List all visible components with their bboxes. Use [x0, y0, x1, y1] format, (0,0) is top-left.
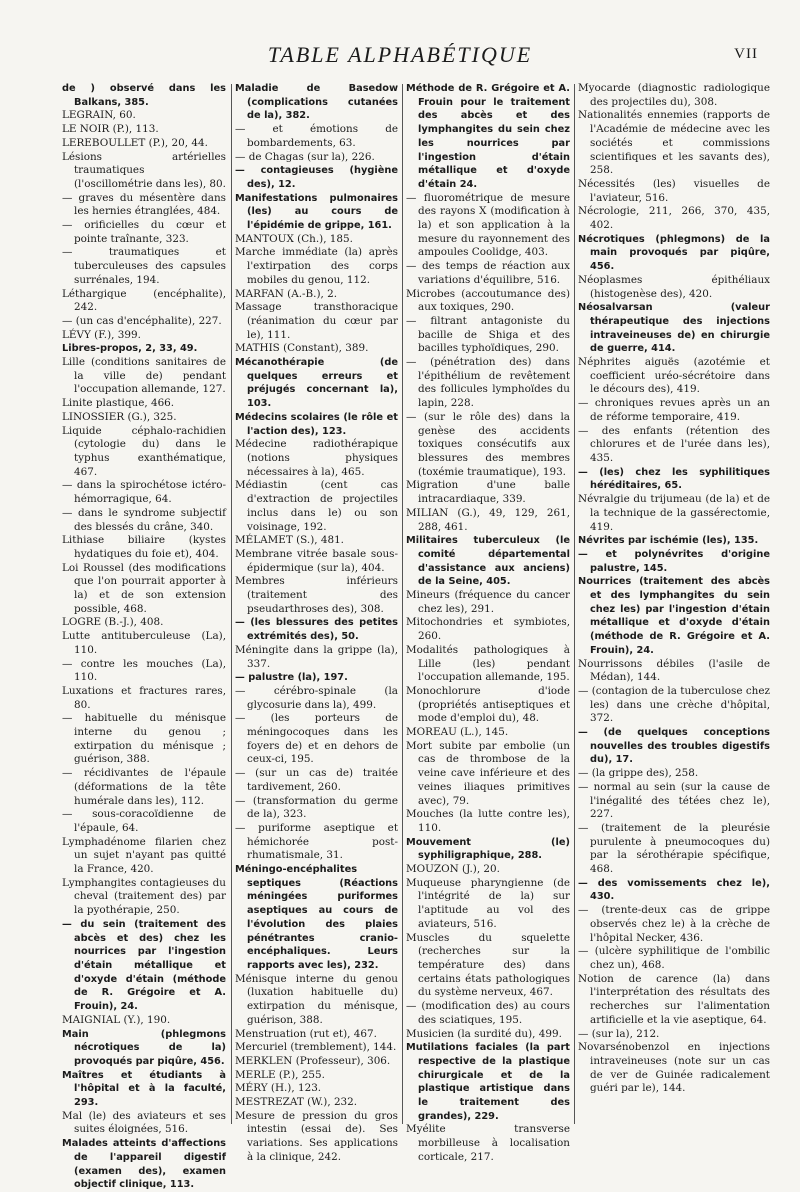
index-entry: LEGRAIN, 60.: [62, 109, 136, 122]
index-entry: Nécrologie, 211, 266, 370, 435, 402.: [578, 205, 770, 232]
index-entry: Médecine radiothérapique (notions physiques nécessaires à la), 465.: [235, 438, 398, 478]
index-entry: — palustre (la), 197.: [235, 672, 348, 684]
index-entry: Médiastin (cent cas d'extraction de projectiles inclus dans le) ou son voisinage, 192.: [235, 479, 398, 533]
column-divider: [402, 84, 403, 1124]
index-entry: — (sur la), 212.: [578, 1027, 660, 1040]
index-entry: MANTOUX (Ch.), 185.: [235, 232, 353, 245]
index-entry: LÉVY (F.), 399.: [62, 328, 141, 341]
index-entry: Mort subite par embolie (un cas de thrombose de la veine cave inférieure et des veines iliaques primitives avec), 79.: [406, 739, 570, 807]
index-entry: Lille (conditions sanitaires de la ville de) pendant l'occupation allemande, 127.: [62, 356, 226, 396]
index-entry: Microbes (accoutumance des) aux toxiques, 290.: [406, 287, 570, 314]
index-entry: — dans la spirochétose ictéro-hémorragique, 64.: [62, 479, 226, 506]
index-entry: Migration d'une balle intracardiaque, 339.: [406, 479, 570, 506]
index-entry: Mouvement (le) syphiligraphique, 288.: [406, 836, 570, 862]
index-entry: — (sur le rôle des) dans la genèse des accidents toxiques consécutifs aux blessures des membres (toxémie traumatique), 193.: [406, 410, 570, 478]
index-entry: — habituelle du ménisque interne du genou ; extirpation du ménisque ; guérison, 388.: [62, 712, 226, 766]
index-entry: — de Chagas (sur la), 226.: [235, 150, 375, 163]
index-entry: Monochlorure d'iode (propriétés antiseptiques et mode d'emploi du), 48.: [406, 684, 570, 725]
index-column-4: [578, 82, 770, 1132]
index-entry: MAIGNIAL (Y.), 190.: [62, 1013, 171, 1026]
index-column-2: [235, 82, 398, 1163]
index-entry: Léthargique (encéphalite), 242.: [62, 287, 226, 314]
index-entry: MERLE (P.), 255.: [235, 1068, 325, 1081]
index-entry: MARFAN (A.-B.), 2.: [235, 287, 338, 300]
index-entry: Mutilations faciales (la part respective de la plastique chirurgicale et de la plastique artistique dans le traitement des grandes), 229.: [406, 1042, 570, 1122]
index-entry: Médecins scolaires (le rôle et l'action des), 123.: [235, 411, 398, 437]
index-entry: Maîtres et étudiants à l'hôpital et à la faculté, 293.: [62, 1069, 226, 1109]
index-entry: Névralgie du trijumeau (de la) et de la technique de la gassérectomie, 419.: [578, 493, 770, 533]
index-entry: — cérébro-spinale (la glycosurie dans la), 499.: [235, 684, 398, 711]
index-entry: LOGRE (B.-J.), 408.: [62, 616, 164, 629]
page-number: VII: [734, 46, 758, 62]
index-entry: Méthode de R. Grégoire et A. Frouin pour le traitement des abcès et des lymphangites du sein chez les nourrices par l'ingestion d'étain métallique et d'oxyde d'étain 24.: [406, 83, 570, 190]
index-entry: Marche immédiate (la) après l'extirpation des corps mobiles du genou, 112.: [235, 246, 398, 286]
index-entry: — puriforme aseptique et hémichorée post-rhumatismale, 31.: [235, 821, 398, 862]
index-entry: Loi Roussel (des modifications que l'on pourrait apporter à la) et de son extension possible, 468.: [62, 561, 226, 615]
index-entry: Luxations et fractures rares, 80.: [62, 684, 226, 711]
index-entry: MÉLAMET (S.), 481.: [235, 534, 344, 547]
index-entry: Membrane vitrée basale sous-épidermique (sur la), 404.: [235, 547, 398, 574]
column-divider: [231, 84, 232, 1124]
index-entry: Nécrotiques (phlegmons) de la main provoqués par piqûre, 456.: [578, 233, 770, 273]
index-entry: MATHIS (Constant), 389.: [235, 342, 369, 355]
index-entry: — chroniques revues après un an de réforme temporaire, 419.: [578, 397, 770, 423]
index-entry: — et émotions de bombardements, 63.: [235, 123, 398, 149]
index-entry: — des vomissements chez le), 430.: [578, 877, 770, 903]
index-entry: Lymphangites contagieuses du cheval (traitement des) par la pyothérapie, 250.: [62, 876, 226, 917]
index-entry: Mercuriel (tremblement), 144.: [235, 1041, 397, 1054]
index-entry: — (la grippe des), 258.: [578, 767, 699, 780]
index-entry: — (les) chez les syphilitiques héréditaires, 65.: [578, 466, 770, 492]
index-entry: — du sein (traitement des abcès et des) chez les nourrices par l'ingestion d'étain métallique et d'oxyde d'étain (méthode de R. Grégoire et A. Frouin), 24.: [62, 918, 226, 1013]
index-entry: Manifestations pulmonaires (les) au cours de l'épidémie de grippe, 161.: [235, 192, 398, 232]
index-entry: Mineurs (fréquence du cancer chez les), 291.: [406, 589, 570, 615]
index-entry: Myocarde (diagnostic radiologique des projectiles du), 308.: [578, 82, 770, 108]
index-entry: MÉRY (H.), 123.: [235, 1082, 322, 1095]
index-entry: Novarsénobenzol en injections intraveineuses (note sur un cas de ver de Guinée radicalement guéri par le), 144.: [578, 1041, 770, 1095]
index-entry: — (pénétration des) dans l'épithélium de revêtement des follicules lymphoïdes du lapin, 228.: [406, 356, 570, 410]
index-entry: LEREBOULLET (P.), 20, 44.: [62, 136, 208, 149]
index-entry: Nourrissons débiles (l'asile de Médan), 144.: [578, 657, 770, 684]
index-entry: — (traitement de la pleurésie purulente à pneumocoques du) par la sérothérapie spécifique, 468.: [578, 821, 770, 876]
index-entry: Lymphadénome filarien chez un sujet n'ayant pas quitté la France, 420.: [62, 835, 226, 876]
index-entry: Méningo-encéphalites septiques (Réactions méningées puriformes aseptiques au cours de l'évolution des plaies pénétrantes cranio-encéphaliques. Leurs rapports avec les), 232.: [235, 864, 398, 971]
index-entry: Névrites par ischémie (les), 135.: [578, 535, 759, 547]
index-column-3: [406, 82, 570, 1163]
index-entry: Malades atteints d'affections de l'appareil digestif (examen des), examen objectif clinique, 113.: [62, 1138, 226, 1191]
index-entry: Liquide céphalo-rachidien (cytologie du) dans le typhus exanthématique, 467.: [62, 424, 226, 478]
index-entry: — (sur un cas de) traitée tardivement, 260.: [235, 767, 398, 793]
page-title: TABLE ALPHABÉTIQUE: [267, 42, 533, 67]
index-entry: — sous-coracoïdienne de l'épaule, 64.: [62, 808, 226, 834]
index-entry: — des enfants (rétention des chlorures et de l'urée dans les), 435.: [578, 424, 770, 464]
index-entry: Notion de carence (la) dans l'interprétation des résultats des recherches sur l'alimentation artificielle et la vie aseptique, 64.: [578, 972, 770, 1026]
index-entry: Mesure de pression du gros intestin (essai de). Ses variations. Ses applications à la clinique, 242.: [235, 1109, 398, 1163]
index-entry: — (les blessures des petites extrémités des), 50.: [235, 617, 398, 643]
index-entry: — récidivantes de l'épaule (déformations de la tête humérale dans les), 112.: [62, 767, 226, 807]
index-entry: MOREAU (L.), 145.: [406, 726, 509, 739]
index-entry: Massage transthoracique (réanimation du cœur par le), 111.: [235, 301, 398, 341]
index-entry: Mécanothérapie (de quelques erreurs et préjugés concernant la), 103.: [235, 357, 398, 410]
index-entry: LINOSSIER (G.), 325.: [62, 410, 177, 423]
column-divider: [574, 84, 575, 1124]
index-entry: Mouches (la lutte contre les), 110.: [406, 808, 570, 834]
index-entry: — (de quelques conceptions nouvelles des troubles digestifs du), 17.: [578, 727, 770, 766]
index-entry: MILIAN (G.), 49, 129, 261, 288, 461.: [406, 506, 570, 533]
index-entry: Nourrices (traitement des abcès et des lymphangites du sein chez les) par l'ingestion d'étain métallique et d'oxyde d'étain (méthode de R. Grégoire et A. Frouin), 24.: [578, 576, 770, 656]
index-entry: — (modification des) au cours des sciatiques, 195.: [406, 1000, 570, 1026]
index-entry: Ménisque interne du genou (luxation habituelle du) extirpation du ménisque, guérison, 388.: [235, 972, 398, 1026]
index-entry: Muscles du squelette (recherches sur la température des) dans certains états pathologiques du système nerveux, 467.: [406, 931, 570, 999]
index-entry: Muqueuse pharyngienne (de l'intégrité de la) sur l'aptitude au vol des aviateurs, 516.: [406, 876, 570, 930]
index-entry: Mitochondries et symbiotes, 260.: [406, 616, 570, 643]
index-entry: — graves du mésentère dans les hernies étranglées, 484.: [62, 191, 226, 218]
index-entry: — (trente-deux cas de grippe observés chez le) à la crèche de l'hôpital Necker, 436.: [578, 904, 770, 944]
index-entry: — orificielles du cœur et pointe traînante, 323.: [62, 219, 226, 245]
index-entry: Nécessités (les) visuelles de l'aviateur, 516.: [578, 177, 770, 204]
index-entry: Musicien (la surdité du), 499.: [406, 1027, 562, 1040]
index-entry: — traumatiques et tuberculeuses des capsules surrénales, 194.: [62, 246, 226, 286]
index-entry: — filtrant antagoniste du bacille de Shiga et des bacilles typhoïdiques, 290.: [406, 314, 570, 355]
index-entry: Néoplasmes épithéliaux (histogenèse des), 420.: [578, 273, 770, 300]
index-entry: Lutte antituberculeuse (La), 110.: [62, 630, 226, 656]
index-entry: Mal (le) des aviateurs et ses suites éloignées, 516.: [62, 1109, 226, 1136]
index-entry: — normal au sein (sur la cause de l'inégalité des tétées chez le), 227.: [578, 780, 770, 821]
index-entry: de ) observé dans les Balkans, 385.: [62, 83, 226, 108]
index-entry: — (les porteurs de méningocoques dans les foyers de) et en dehors de ceux-ci, 195.: [235, 712, 398, 766]
index-entry: Libres-propos, 2, 33, 49.: [62, 343, 198, 355]
index-entry: Membres inférieurs (traitement des pseudarthroses des), 308.: [235, 575, 398, 615]
index-entry: — (transformation du germe de la), 323.: [235, 794, 398, 821]
index-columns: [62, 82, 770, 1191]
index-entry: Linite plastique, 466.: [62, 397, 175, 410]
index-entry: LE NOIR (P.), 113.: [62, 123, 159, 136]
index-entry: — (un cas d'encéphalite), 227.: [62, 314, 222, 327]
index-entry: — (ulcère syphilitique de l'ombilic chez un), 468.: [578, 945, 770, 971]
index-entry: — contre les mouches (La), 110.: [62, 657, 226, 684]
index-column-1: [62, 82, 226, 1191]
index-entry: Main (phlegmons nécrotiques de la) provoqués par piqûre, 456.: [62, 1028, 226, 1067]
index-entry: Militaires tuberculeux (le comité départemental d'assistance aux anciens) de la Seine, 405.: [406, 535, 570, 588]
index-entry: Myélite transverse morbilleuse à localisation corticale, 217.: [406, 1123, 570, 1163]
index-entry: — contagieuses (hygiène des), 12.: [235, 165, 398, 190]
index-entry: MESTREZAT (W.), 232.: [235, 1096, 358, 1109]
index-entry: Modalités pathologiques à Lille (les) pendant l'occupation allemande, 195.: [406, 643, 570, 684]
index-entry: Maladie de Basedow (complications cutanées de la), 382.: [235, 83, 398, 122]
index-entry: Nationalités ennemies (rapports de l'Académie de médecine avec les sociétés et commissions scientifiques et les savants des), 258.: [578, 109, 770, 177]
index-entry: Lésions artérielles traumatiques (l'oscillométrie dans les), 80.: [62, 150, 226, 190]
index-entry: Menstruation (rut et), 467.: [235, 1027, 377, 1040]
index-entry: MOUZON (J.), 20.: [406, 863, 500, 876]
index-entry: — dans le syndrome subjectif des blessés du crâne, 340.: [62, 506, 226, 533]
index-entry: — des temps de réaction aux variations d'équilibre, 516.: [406, 260, 570, 286]
index-entry: Méningite dans la grippe (la), 337.: [235, 643, 398, 670]
index-entry: Lithiase biliaire (kystes hydatiques du foie et), 404.: [62, 534, 226, 560]
index-entry: — fluorométrique de mesure des rayons X (modification à la) et son application à la mesure du rayonnement des ampoules Coolidge, 403.: [406, 191, 570, 259]
index-entry: — (contagion de la tuberculose chez les) dans une crèche d'hôpital, 372.: [578, 684, 770, 725]
index-entry: MERKLEN (Professeur), 306.: [235, 1054, 391, 1067]
index-entry: Néphrites aiguës (azotémie et coefficient uréo-sécrétoire dans le décours des), 419.: [578, 356, 770, 396]
index-entry: Néosalvarsan (valeur thérapeutique des injections intraveineuses de) en chirurgie de guerre, 414.: [578, 302, 770, 355]
index-entry: — et polynévrites d'origine palustre, 145.: [578, 548, 770, 574]
